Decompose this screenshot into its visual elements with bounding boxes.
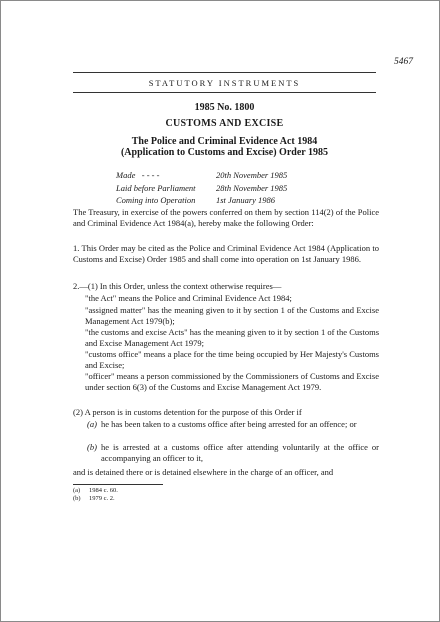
definition-item: "officer" means a person commissioned by the Commissioners of Customs and Excise under section 6(3) of the Customs and Excise Management Act 1979. [85,371,379,392]
instrument-number: 1985 No. 1800 [194,102,255,113]
top-rule [73,72,376,73]
paragraph-2-tail: and is detained there or is detained elsewhere in the charge of an officer, and [73,467,334,477]
footnote-rule [73,484,163,485]
date-value: 28th November 1985 [216,182,288,193]
list-marker: (b) [87,442,97,452]
title-line-2: (Application to Customs and Excise) Order 1985 [120,147,329,158]
paragraph-2-intro: (2) A person is in customs detention for the purpose of this Order if [73,407,302,417]
date-value: 1st January 1986 [216,195,276,205]
series-heading: STATUTORY INSTRUMENTS [148,78,301,88]
date-value: 20th November 1985 [216,170,288,180]
list-marker: (a) [87,419,97,429]
definition-item: "customs office" means a place for the time being occupied by Her Majesty's Customs and Excise; [85,349,379,370]
date-row [116,194,287,207]
page-number: 5467 [394,57,413,67]
subject-heading: CUSTOMS AND EXCISE [165,118,284,129]
date-label: Made - - - - [116,170,160,180]
date-label: Laid before Parliament [116,182,196,193]
article-1: 1. This Order may be cited as the Police and Criminal Evidence Act 1984 (Application to Customs and Excise) Order 1985 and shall come into operation on 1st January 1986. [73,243,379,264]
dates-table [116,169,287,207]
definition-item: "assigned matter" has the meaning given to it by section 1 of the Customs and Excise Management Act 1979(b); [85,305,379,326]
list-text: he is arrested at a customs office after attending voluntarily at the office or accompanying an officer to it, [101,442,379,463]
title-line-1: The Police and Criminal Evidence Act 1984 [131,136,318,147]
bottom-rule [73,92,376,93]
definition-item: "the customs and excise Acts" has the meaning given to it by section 1 of the Customs and Excise Management Act 1979; [85,327,379,348]
definition-item: "the Act" means the Police and Criminal Evidence Act 1984; [85,293,292,303]
footnote: (b) 1979 c. 2. [73,495,115,502]
article-2-intro: 2.—(1) In this Order, unless the context otherwise requires— [73,281,282,291]
date-row [116,169,287,182]
date-label: Coming into Operation [116,195,196,205]
list-text: he has been taken to a customs office after being arrested for an offence; or [101,419,357,429]
footnote: (a) 1984 c. 60. [73,487,118,494]
preamble: The Treasury, in exercise of the powers conferred on them by section 114(2) of the Police and Criminal Evidence Act 1984(a), hereby make the following Order: [73,207,379,228]
date-row [116,182,287,195]
